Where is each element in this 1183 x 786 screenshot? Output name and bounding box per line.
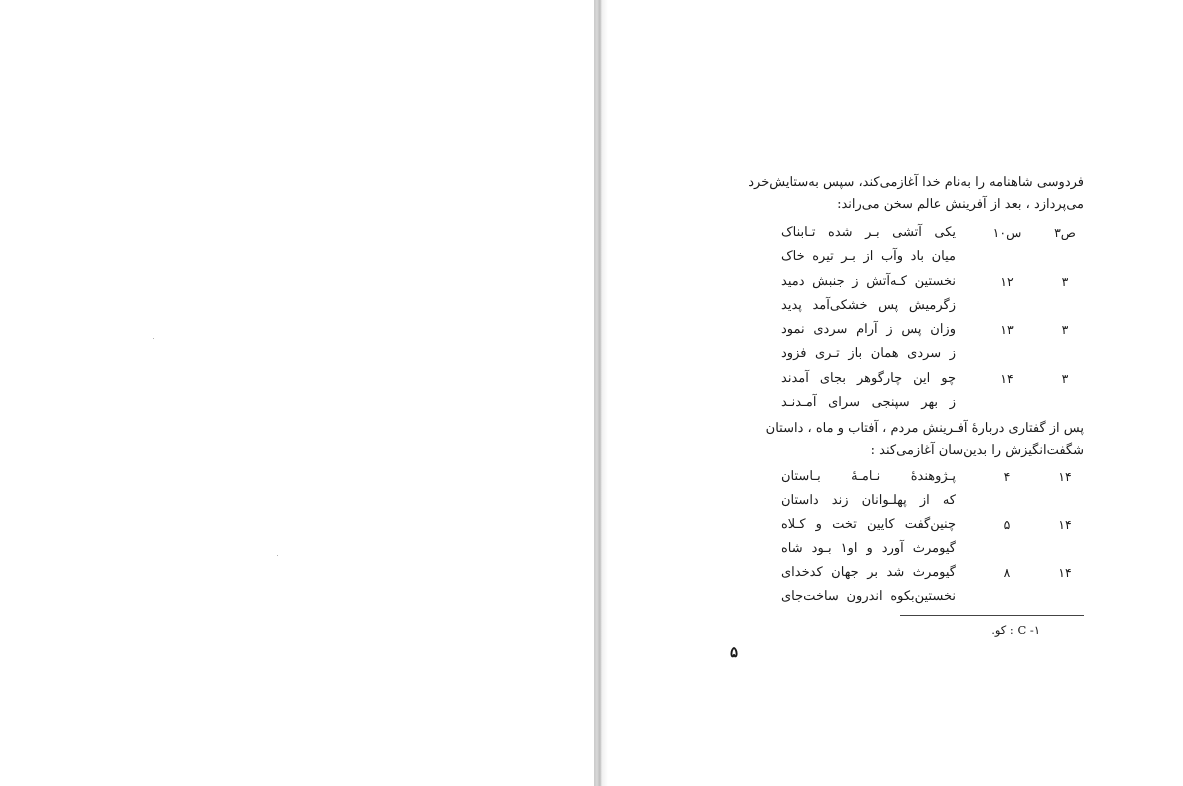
verse-hemistich-2: نخستین‌بکوه اندرون ساخت‌جای — [781, 589, 956, 604]
verse-hemistich-1: نخستین کـه‌آتش ز جنبش دمید — [781, 274, 956, 289]
intro-paragraph — [724, 172, 1084, 216]
verse-hemistich-2: زگرمیش پس خشکی‌آمد پدید — [781, 298, 956, 313]
verse-hemistich-1: گیومرث شد بر جهان کدخدای — [781, 565, 956, 580]
middle-line-1: پس از گفتاری دربارهٔ آفـرینش مردم ، آفتاب و ماه ، داستان — [765, 421, 1084, 436]
verse-line-ref: ۴ — [1003, 469, 1011, 484]
verse-line-ref: ۱۴ — [1000, 371, 1014, 386]
verse-row — [724, 465, 1084, 514]
verse-hemistich-1: چنین‌گفت کایین تخت و کـلاه — [781, 517, 956, 532]
verse-page-ref: ۱۴ — [1058, 469, 1072, 484]
verse-page-ref: ۳ — [1061, 274, 1069, 289]
verse-page-ref: ص۳ — [1054, 225, 1076, 240]
verse-hemistich-1: چو این چارگوهر بجای آمدند — [781, 371, 956, 386]
verse-hemistich-2: گیومرث آورد و او۱ بـود شاه — [781, 541, 956, 556]
scan-speck — [277, 555, 278, 556]
verse-hemistich-2: ز بهر سپنجی سرای آمـدنـد — [781, 395, 956, 410]
verse-hemistich-2: میان باد وآب از بـر تیره خاک — [781, 249, 956, 264]
verse-page-ref: ۱۴ — [1058, 565, 1072, 580]
footnote-rule — [900, 615, 1084, 616]
verse-hemistich-1: پـژوهندهٔ نـامـهٔ بـاستان — [781, 469, 956, 484]
verse-row — [724, 270, 1084, 319]
page-number: ۵ — [730, 643, 739, 661]
verse-page-ref: ۱۴ — [1058, 517, 1072, 532]
verse-row — [724, 318, 1084, 367]
intro-line-1: فردوسی شاهنامه را به‌نام خدا آغازمی‌کند، سپس به‌ستایش‌خرد — [748, 175, 1084, 190]
verse-row — [724, 561, 1084, 610]
verse-line-ref: ۱۲ — [1000, 274, 1014, 289]
verse-line-ref: س۱۰ — [992, 225, 1022, 240]
verse-page-ref: ۳ — [1061, 371, 1069, 386]
scan-speck — [153, 338, 154, 339]
book-gutter — [594, 0, 608, 786]
verse-hemistich-1: وزان پس ز آرام سردی نمود — [781, 322, 956, 337]
middle-line-2: شگفت‌انگیزش را بدین‌سان آغازمی‌کند : — [870, 443, 1084, 458]
verse-row — [724, 221, 1084, 270]
footnote: ۱- C : کو. — [991, 623, 1040, 637]
middle-paragraph — [724, 418, 1084, 462]
verse-hemistich-2: که از پهلـوانان زند داستان — [781, 493, 956, 508]
verse-line-ref: ۵ — [1003, 517, 1011, 532]
verse-hemistich-1: یکی آتشی بـر شده تـابناک — [781, 225, 956, 240]
verse-page-ref: ۳ — [1061, 322, 1069, 337]
intro-line-2: می‌پردازد ، بعد از آفرینش عالم سخن می‌راند: — [837, 197, 1084, 212]
verse-row — [724, 513, 1084, 562]
verse-hemistich-2: ز سردی همان باز تـری فزود — [781, 346, 956, 361]
verse-row — [724, 367, 1084, 416]
verse-line-ref: ۸ — [1003, 565, 1011, 580]
verse-line-ref: ۱۳ — [1000, 322, 1014, 337]
